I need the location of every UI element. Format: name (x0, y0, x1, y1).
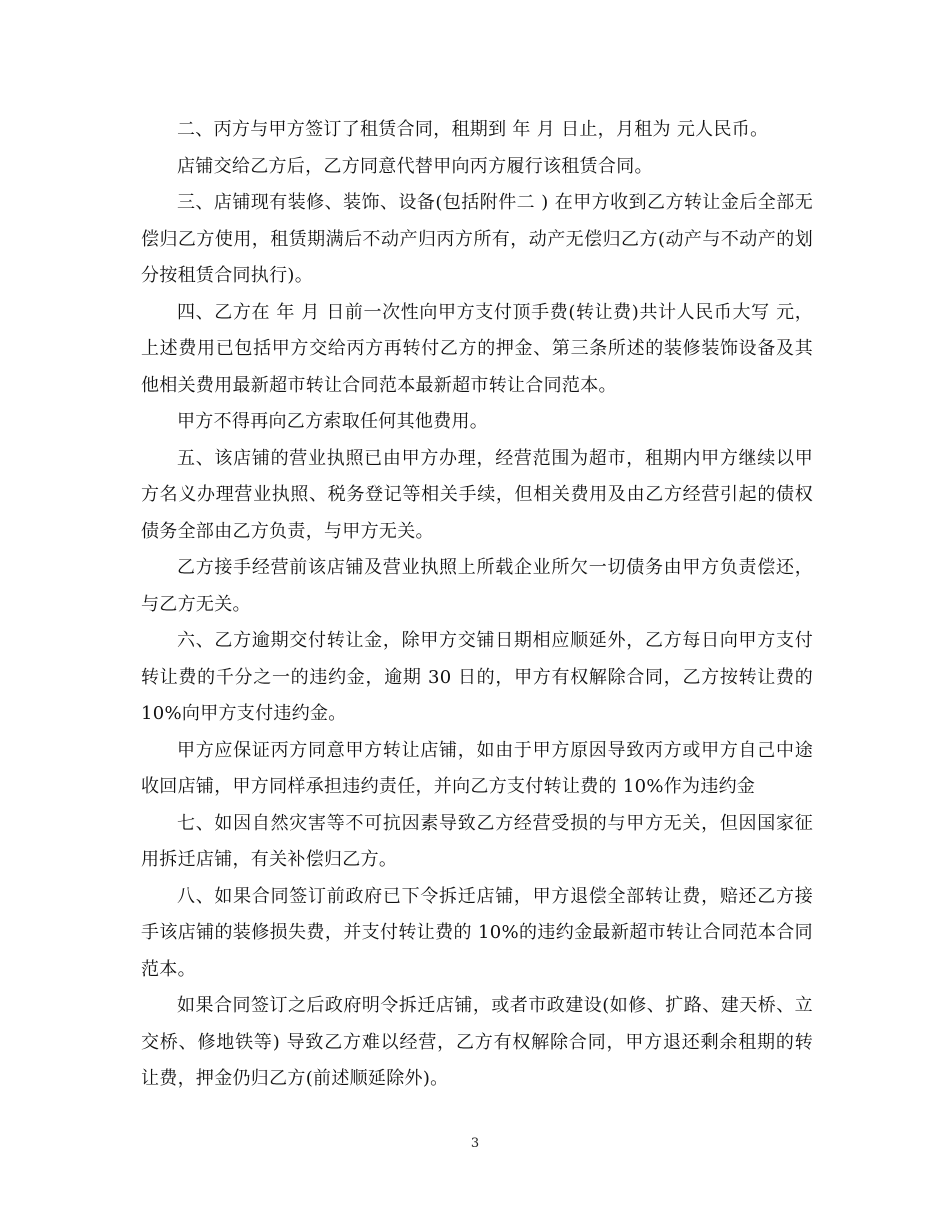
paragraph-clause-5-sub: 乙方接手经营前该店铺及营业执照上所载企业所欠一切债务由甲方负责偿还，与乙方无关。 (141, 557, 813, 615)
paragraph-clause-3: 三、店铺现有装修、装饰、设备(包括附件二 ) 在甲方收到乙方转让金后全部无偿归乙方使用，租赁期满后不动产归丙方所有，动产无偿归乙方(动产与不动产的划分按租赁合同执行)。 (141, 192, 813, 286)
paragraph-clause-8: 八、如果合同签订前政府已下令拆迁店铺，甲方退偿全部转让费，赔还乙方接手该店铺的装修损失费，并支付转让费的 10%的违约金最新超市转让合同范本合同范本。 (141, 885, 813, 980)
paragraph-clause-4: 四、乙方在 年 月 日前一次性向甲方支付顶手费(转让费)共计人民币大写 元，上述费用已包括甲方交给丙方再转付乙方的押金、第三条所述的装修装饰设备及其他相关费用最新超市转让合同范本最新超市转让合同范本。 (141, 301, 813, 396)
paragraph-clause-8-sub: 如果合同签订之后政府明令拆迁店铺，或者市政建设(如修、扩路、建天桥、立交桥、修地铁等) 导致乙方难以经营，乙方有权解除合同，甲方退还剩余租期的转让费，押金仍归乙方(前述顺延除外)。 (141, 995, 813, 1089)
paragraph-clause-7: 七、如因自然灾害等不可抗因素导致乙方经营受损的与甲方无关，但因国家征用拆迁店铺，有关补偿归乙方。 (141, 812, 813, 870)
document-body (141, 112, 813, 1098)
paragraph-clause-2-sub: 店铺交给乙方后，乙方同意代替甲向丙方履行该租赁合同。 (177, 155, 653, 177)
paragraph-clause-6: 六、乙方逾期交付转让金，除甲方交铺日期相应顺延外，乙方每日向甲方支付转让费的千分之一的违约金，逾期 30 日的，甲方有权解除合同，乙方按转让费的 10%向甲方支付违约金。 (141, 630, 813, 724)
paragraph-clause-5: 五、该店铺的营业执照已由甲方办理，经营范围为超市，租期内甲方继续以甲方名义办理营业执照、税务登记等相关手续，但相关费用及由乙方经营引起的债权债务全部由乙方负责，与甲方无关。 (141, 447, 813, 542)
paragraph-clause-4-sub: 甲方不得再向乙方索取任何其他费用。 (177, 411, 489, 432)
paragraph-clause-2: 二、丙方与甲方签订了租赁合同，租期到 年 月 日止，月租为 元人民币。 (177, 119, 769, 140)
page-number: 3 (470, 1136, 480, 1151)
paragraph-clause-6-sub: 甲方应保证丙方同意甲方转让店铺，如由于甲方原因导致丙方或甲方自己中途收回店铺，甲方同样承担违约责任，并向乙方支付转让费的 10%作为违约金 (141, 739, 813, 797)
